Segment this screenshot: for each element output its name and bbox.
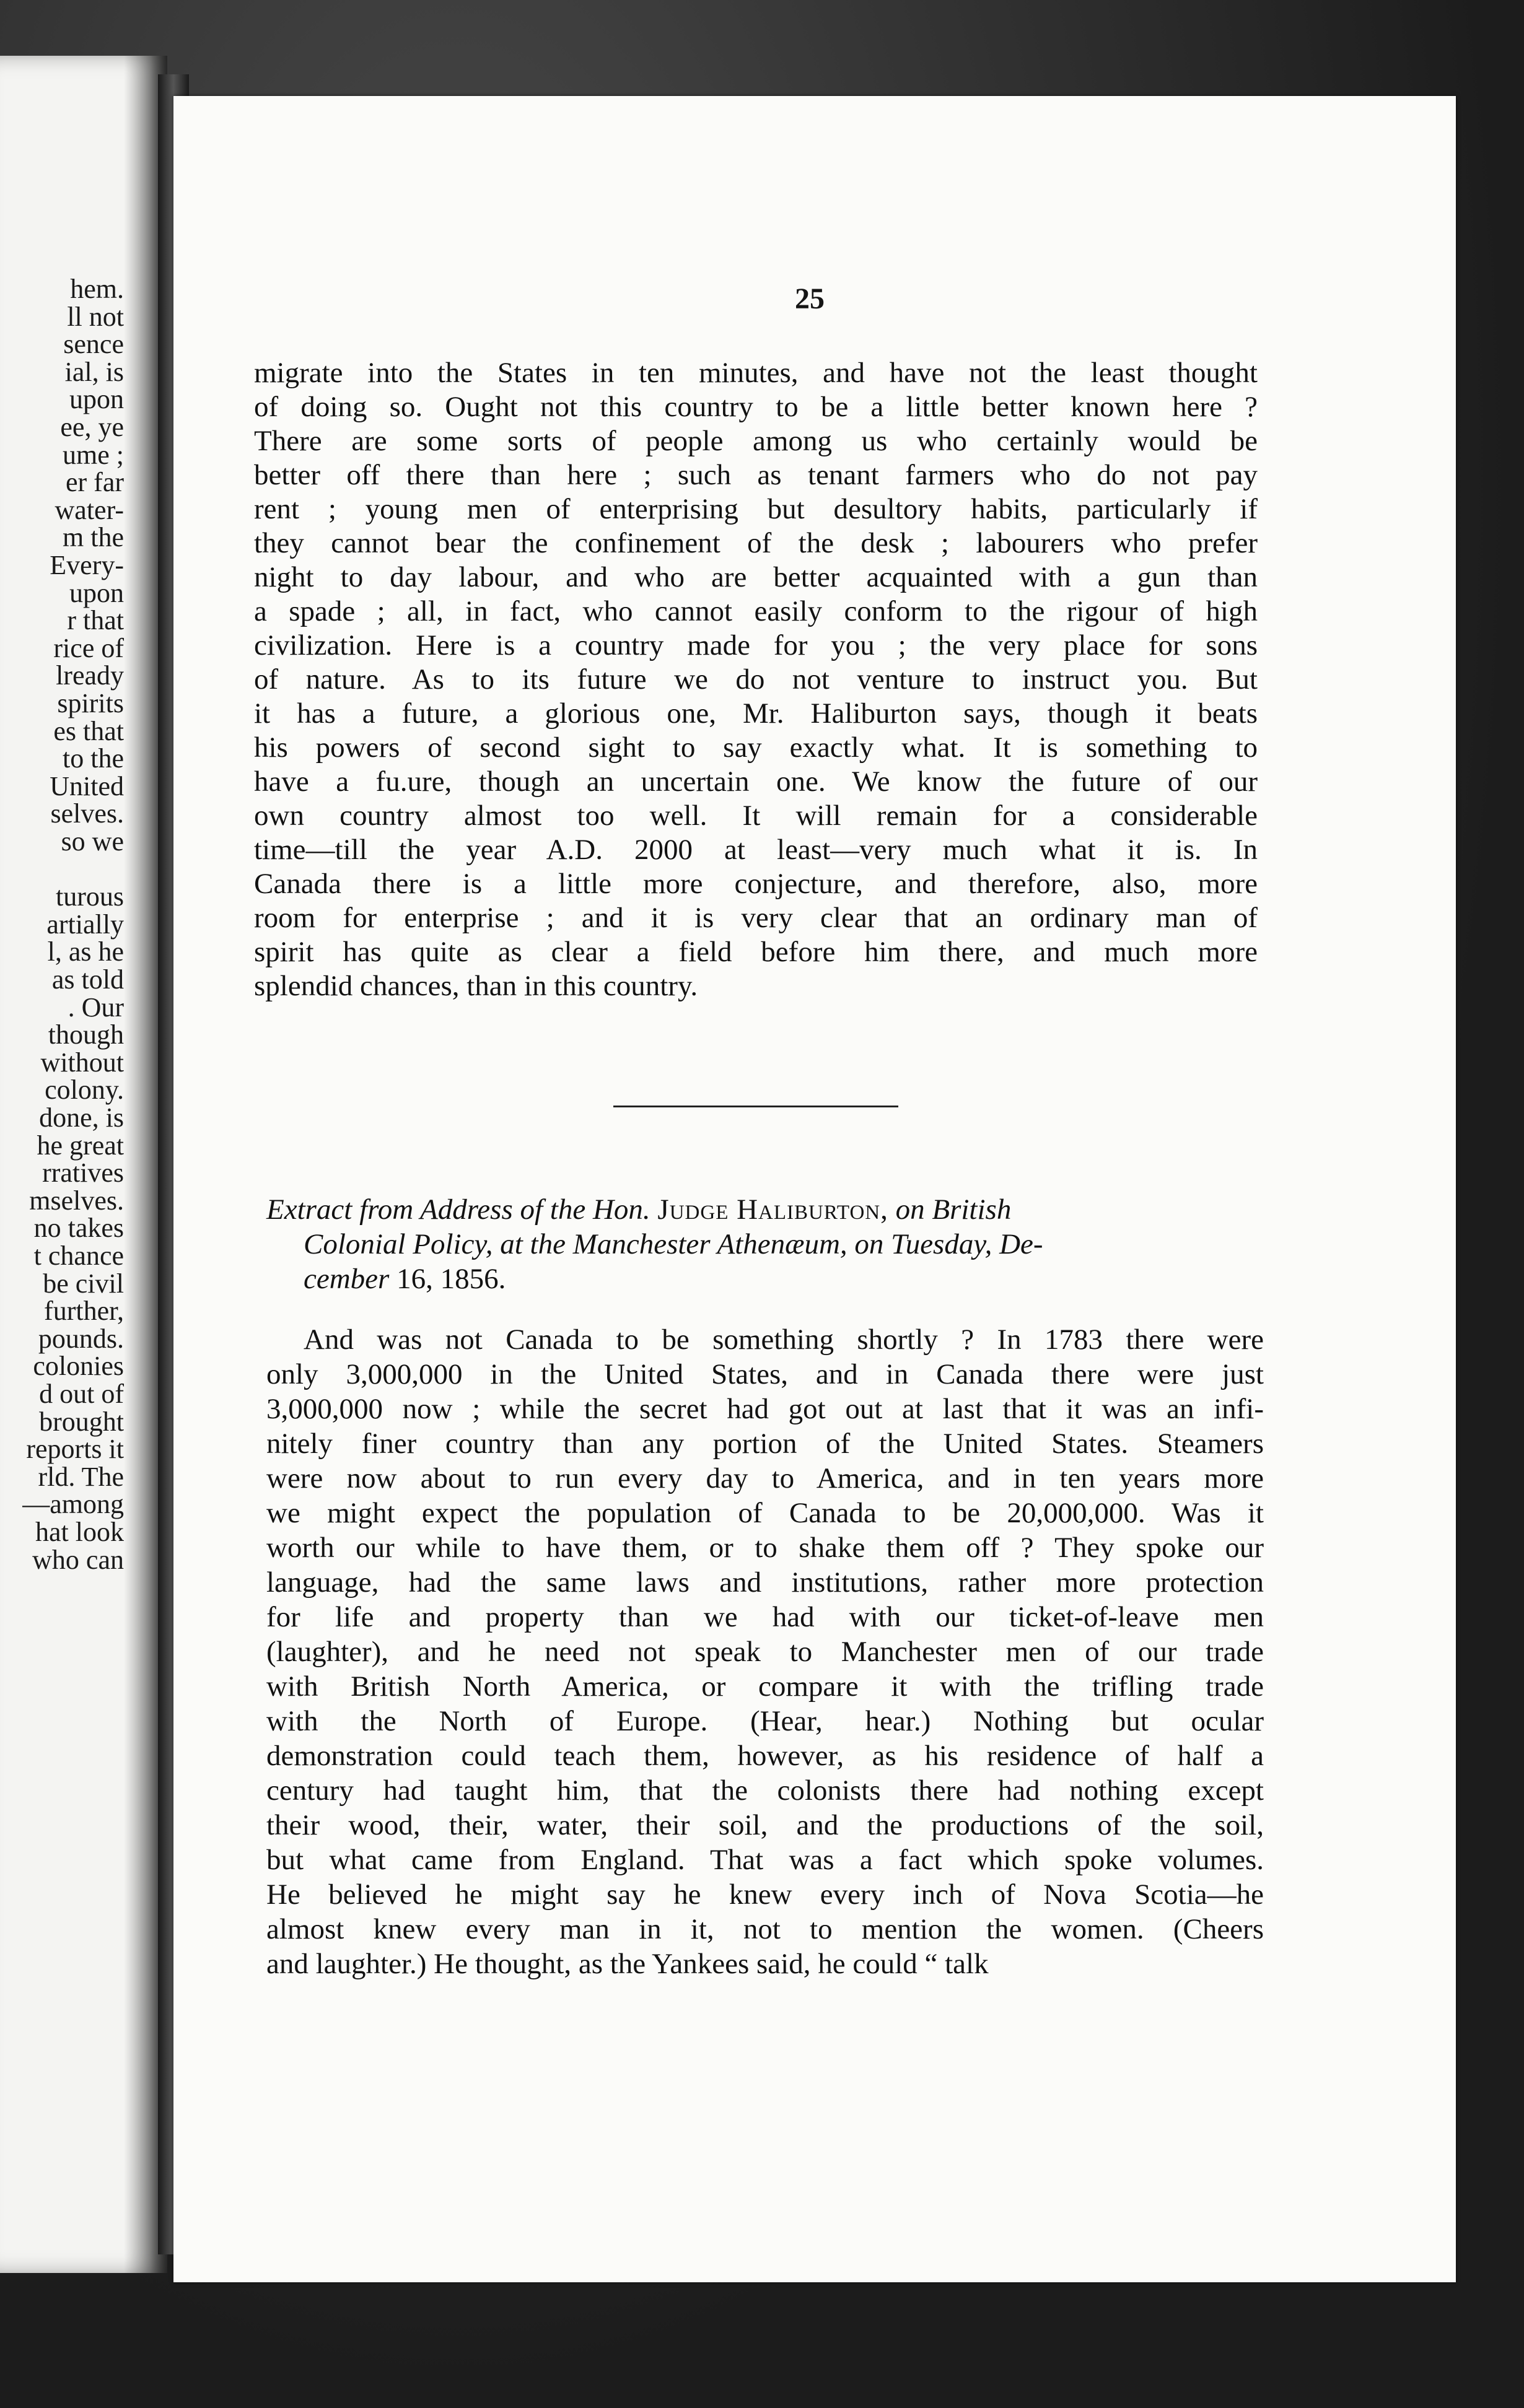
facing-page-line: brought xyxy=(39,1406,124,1437)
facing-page-line: . Our xyxy=(68,992,124,1023)
text-line: his powers of second sight to say exactly what. It is something to xyxy=(254,731,1258,764)
text-line: demonstration could teach them, however, as his residence of half a xyxy=(266,1740,1264,1772)
facing-page-line: m the xyxy=(63,522,124,553)
facing-page-line: further, xyxy=(44,1296,124,1327)
text-line: a spade ; all, in fact, who cannot easily conform to the rigour of high xyxy=(254,595,1258,627)
facing-page-line: sence xyxy=(63,329,124,360)
text-line: we might expect the population of Canada to be 20,000,000. Was it xyxy=(266,1497,1264,1529)
facing-page-line: t chance xyxy=(33,1241,124,1271)
facing-page-line: ee, ye xyxy=(60,412,124,442)
text-line: for life and property than we had with our ticket-of-leave men xyxy=(266,1601,1264,1633)
body-paragraph xyxy=(254,356,1258,1003)
text-line: He believed he might say he knew every inch of Nova Scotia—he xyxy=(266,1878,1264,1911)
section-divider xyxy=(613,1106,898,1107)
facing-page-line: l, as he xyxy=(47,936,124,967)
facing-page-line: r that xyxy=(67,605,124,636)
facing-page-line: colony. xyxy=(45,1075,124,1106)
facing-page-line: done, is xyxy=(39,1102,124,1133)
text-line: of nature. As to its future we do not venture to instruct you. But xyxy=(254,663,1258,696)
text-line: own country almost too well. It will remain for a considerable xyxy=(254,800,1258,832)
text-line: civilization. Here is a country made for you ; the very place for sons xyxy=(254,629,1258,661)
facing-page-line: turous xyxy=(56,881,124,912)
heading-line-3 xyxy=(266,1262,1270,1296)
text-line: nitely finer country than any portion of the United States. Steamers xyxy=(266,1428,1264,1460)
extract-heading xyxy=(266,1192,1270,1296)
facing-page-line: rld. The xyxy=(38,1461,124,1492)
text-line: have a fu.ure, though an uncertain one. We know the future of our xyxy=(254,766,1258,798)
facing-page-line: to the xyxy=(63,743,124,774)
text-line: night to day labour, and who are better acquainted with a gun than xyxy=(254,561,1258,593)
facing-page-line: ume ; xyxy=(63,439,124,470)
facing-page-line: er far xyxy=(65,467,124,498)
facing-page-line: ial, is xyxy=(64,356,124,387)
heading-month-end: cember xyxy=(304,1263,390,1295)
text-line: but what came from England. That was a fact which spoke volumes. xyxy=(266,1844,1264,1876)
text-line: with British North America, or compare it with the trifling trade xyxy=(266,1670,1264,1703)
facing-page-line: without xyxy=(40,1047,124,1078)
facing-page-line: upon xyxy=(69,384,124,415)
facing-page-line: be civil xyxy=(43,1268,124,1299)
facing-page-line: so we xyxy=(61,826,124,857)
heading-date: 16, 1856. xyxy=(396,1263,506,1295)
facing-page-line: lready xyxy=(56,660,124,691)
facing-page-line: hem. xyxy=(70,274,124,304)
text-line: worth our while to have them, or to shake them off ? They spoke our xyxy=(266,1532,1264,1564)
text-line: their wood, their, water, their soil, and the productions of the soil, xyxy=(266,1809,1264,1841)
facing-page-line: rice of xyxy=(53,632,124,663)
text-line: (laughter), and he need not speak to Manchester men of our trade xyxy=(266,1636,1264,1668)
text-line: And was not Canada to be something shortly ? In 1783 there were xyxy=(304,1324,1264,1356)
heading-line-1 xyxy=(266,1192,1270,1227)
heading-topic-start: on British xyxy=(895,1193,1012,1226)
text-line: splendid chances, than in this country. xyxy=(254,970,698,1002)
facing-page-line: as told xyxy=(51,964,124,995)
facing-page-line: upon xyxy=(69,577,124,608)
text-line: time—till the year A.D. 2000 at least—very much what it is. In xyxy=(254,834,1258,866)
extract-paragraph xyxy=(266,1322,1264,1981)
facing-page-line: mselves. xyxy=(29,1185,124,1216)
text-line: and laughter.) He thought, as the Yankees said, he could “ talk xyxy=(266,1948,989,1980)
facing-page-line: Every- xyxy=(50,550,124,580)
text-line: it has a future, a glorious one, Mr. Haliburton says, though it beats xyxy=(254,697,1258,730)
text-line: century had taught him, that the colonists there had nothing except xyxy=(266,1774,1264,1807)
book-page xyxy=(173,96,1456,2282)
text-line: of doing so. Ought not this country to be a little better known here ? xyxy=(254,391,1258,423)
text-line: rent ; young men of enterprising but desultory habits, particularly if xyxy=(254,493,1258,525)
facing-page-line: water- xyxy=(55,494,124,525)
text-line: language, had the same laws and institutions, rather more protection xyxy=(266,1566,1264,1599)
facing-page-line: he great xyxy=(37,1130,124,1161)
facing-page-line: reports it xyxy=(26,1434,124,1465)
heading-author: Judge Haliburton, xyxy=(657,1193,888,1226)
text-line: were now about to run every day to America, and in ten years more xyxy=(266,1462,1264,1494)
facing-page-line: hat look xyxy=(35,1517,124,1547)
text-line: spirit has quite as clear a field before him there, and much more xyxy=(254,936,1258,968)
text-line: almost knew every man in it, not to mention the women. (Cheers xyxy=(266,1913,1264,1945)
text-line: better off there than here ; such as tenant farmers who do not pay xyxy=(254,459,1258,491)
text-line: 3,000,000 now ; while the secret had got out at last that it was an infi- xyxy=(266,1393,1264,1425)
text-line: they cannot bear the confinement of the desk ; labourers who prefer xyxy=(254,527,1258,559)
facing-page-line: d out of xyxy=(39,1379,124,1409)
page-number: 25 xyxy=(795,282,825,315)
text-line: room for enterprise ; and it is very clear that an ordinary man of xyxy=(254,902,1258,934)
text-line: with the North of Europe. (Hear, hear.) Nothing but ocular xyxy=(266,1705,1264,1737)
facing-page-line: ll not xyxy=(67,301,124,332)
facing-page-line: though xyxy=(48,1019,124,1050)
facing-page-line: selves. xyxy=(50,798,124,829)
text-line: There are some sorts of people among us who certainly would be xyxy=(254,425,1258,457)
facing-page-line: spirits xyxy=(57,688,124,718)
text-line: migrate into the States in ten minutes, and have not the least thought xyxy=(254,357,1258,389)
facing-page-line: pounds. xyxy=(38,1323,124,1354)
facing-page-line: rratives xyxy=(42,1158,124,1189)
facing-page-line: es that xyxy=(53,715,124,746)
facing-page-line: —among xyxy=(22,1489,124,1520)
facing-page-line: colonies xyxy=(33,1351,124,1382)
facing-page-line: United xyxy=(50,770,124,801)
facing-page-line: who can xyxy=(32,1544,124,1575)
facing-page-line: no takes xyxy=(33,1213,124,1244)
facing-page-fragment xyxy=(0,56,167,2273)
text-line: Canada there is a little more conjecture, and therefore, also, more xyxy=(254,868,1258,900)
text-line: only 3,000,000 in the United States, and in Canada there were just xyxy=(266,1358,1264,1390)
heading-intro: Extract from Address of the Hon. xyxy=(266,1193,650,1226)
heading-line-2: Colonial Policy, at the Manchester Athenæum, on Tuesday, De- xyxy=(304,1228,1043,1260)
facing-page-line: artially xyxy=(46,909,124,940)
